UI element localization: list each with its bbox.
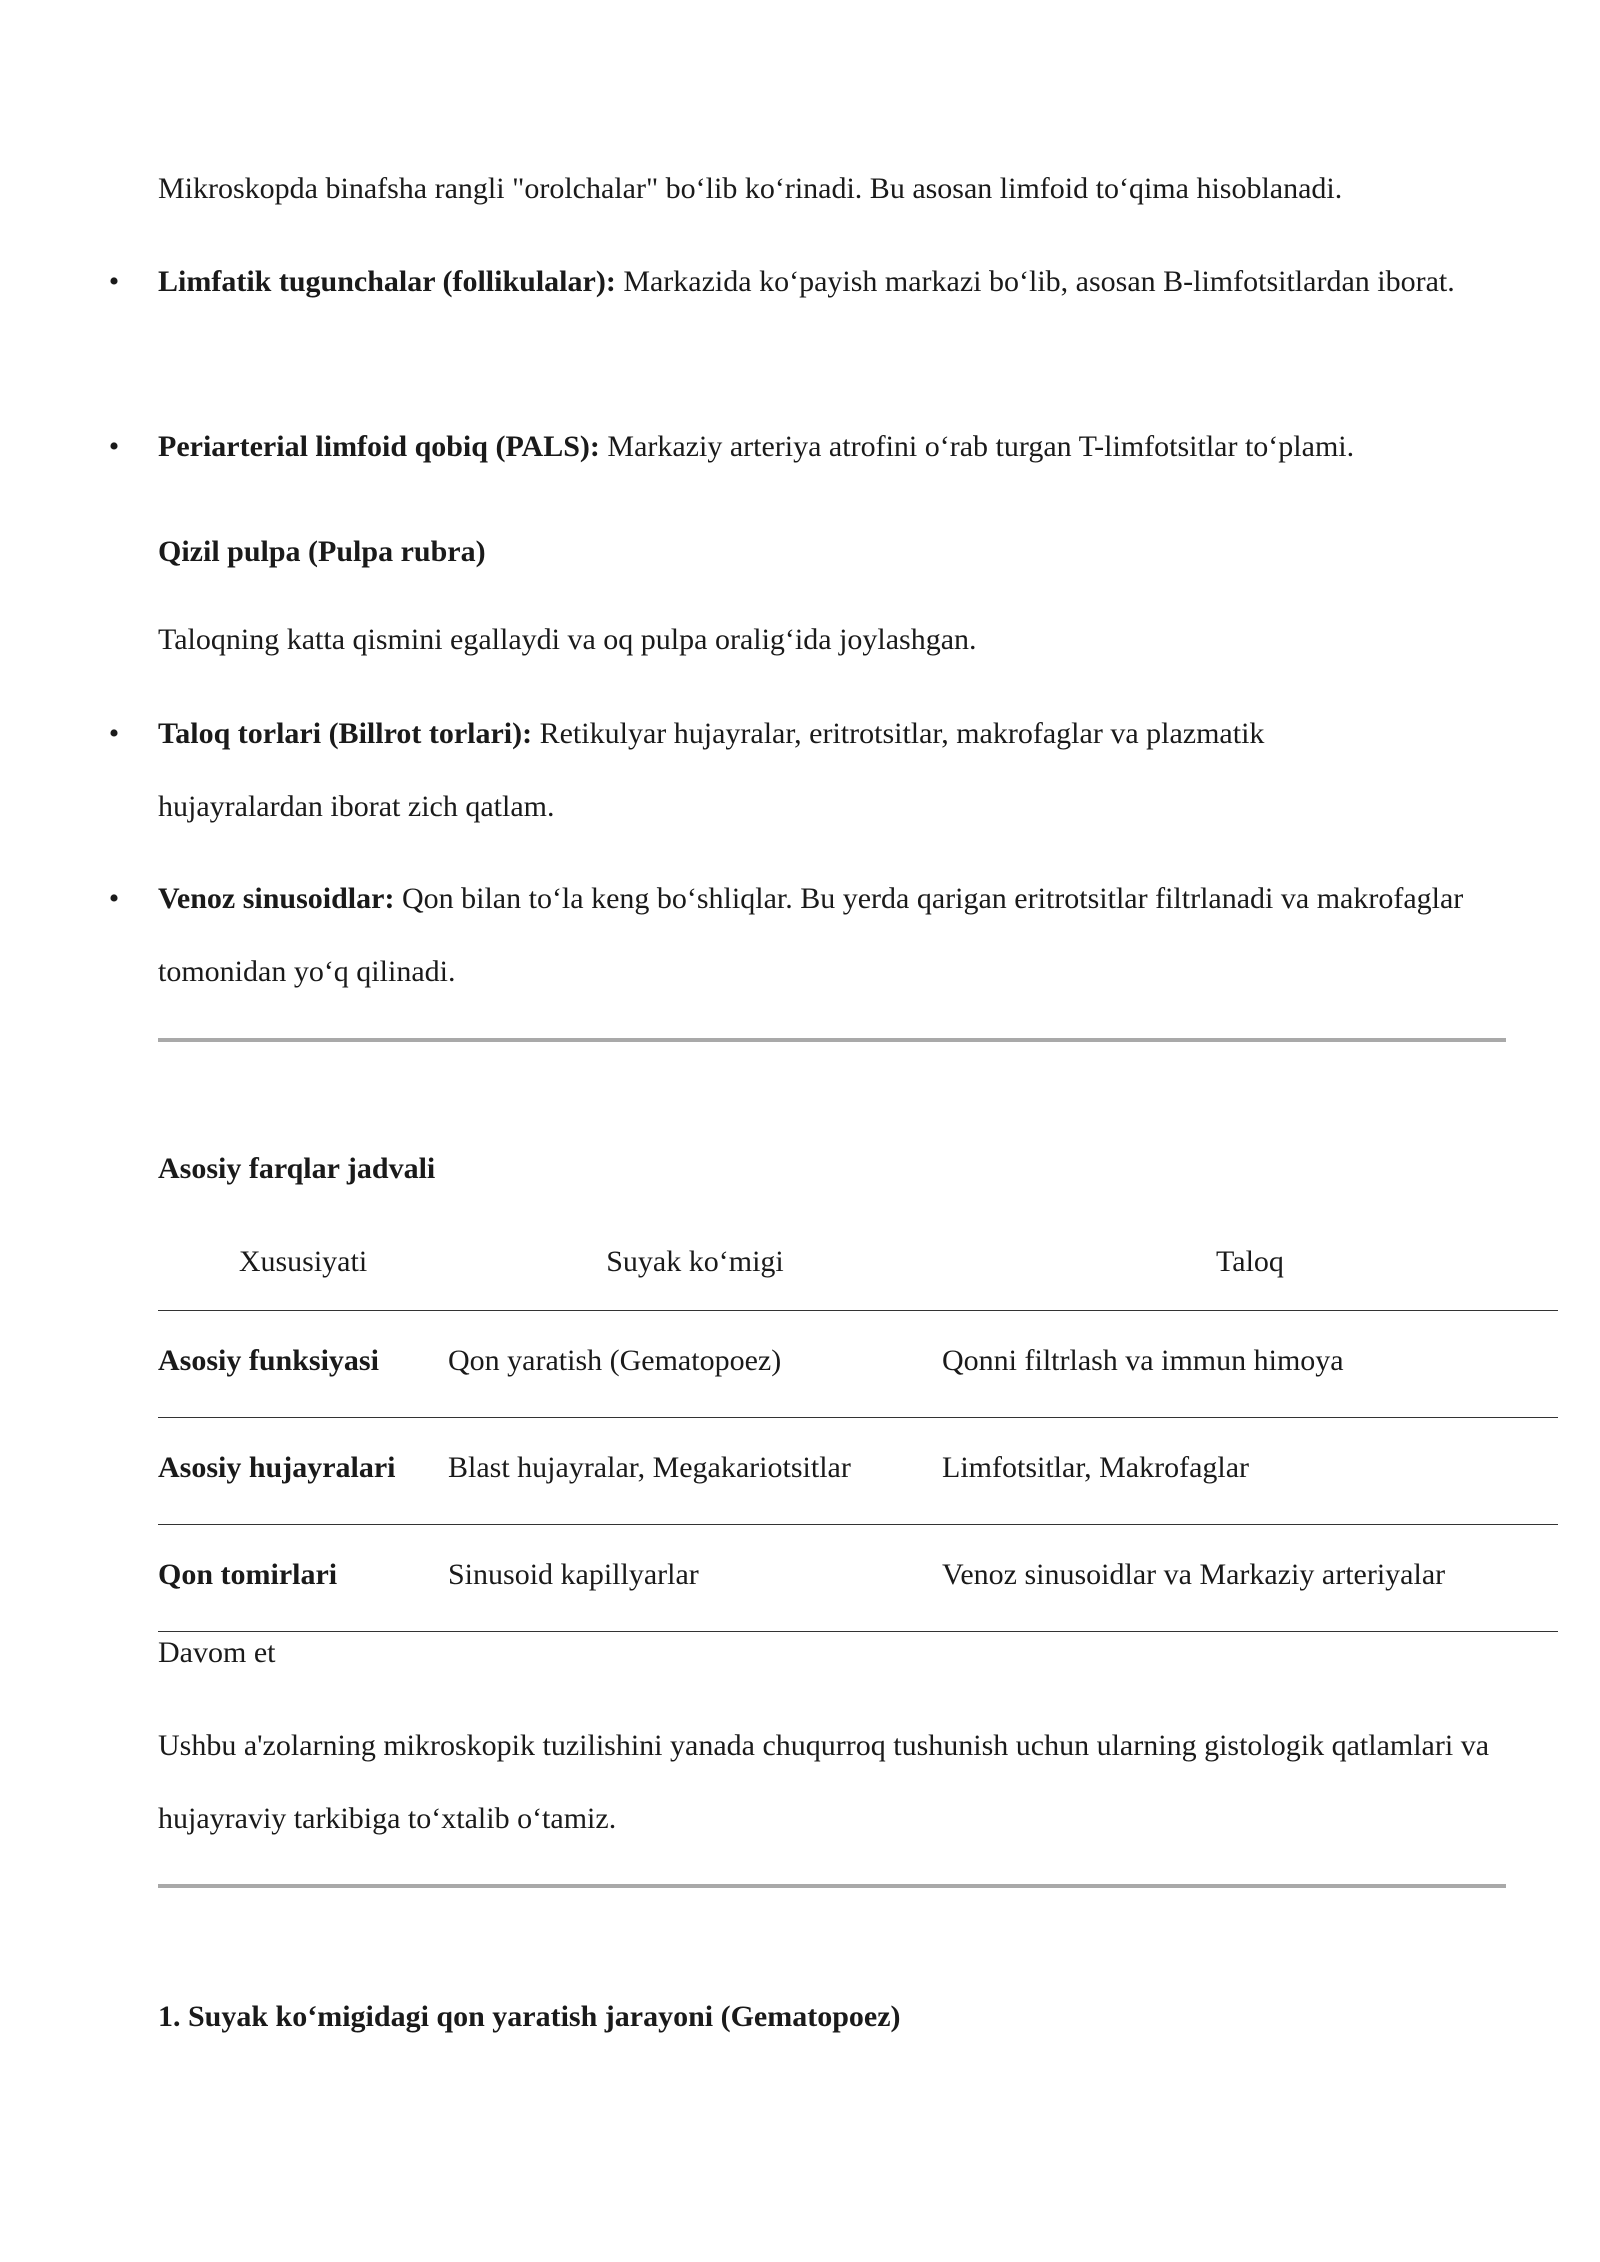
comparison-table xyxy=(158,1222,1558,1632)
column-header: Xususiyati xyxy=(238,1245,368,1278)
section-heading: Qizil pulpa (Pulpa rubra) xyxy=(158,535,486,568)
list-item xyxy=(158,410,1538,483)
table-row xyxy=(158,1525,1558,1632)
bullet-icon: • xyxy=(108,430,120,463)
column-header: Suyak ko‘migi xyxy=(606,1245,784,1278)
table-cell: Qon yaratish (Gematopoez) xyxy=(448,1344,782,1377)
continue-link[interactable]: Davom et xyxy=(158,1636,276,1669)
column-header: Taloq xyxy=(1216,1245,1284,1278)
list-item-term: Taloq torlari (Billrot torlari): xyxy=(158,717,533,750)
table-cell: Limfotsitlar, Makrofaglar xyxy=(942,1451,1250,1484)
continue-paragraph: Ushbu a'zolarning mikroskopik tuzilishini yanada chuqurroq tushunish uchun ularning gistologik qatlamlari va hujayraviy tarkibiga to‘xtalib o‘tamiz. xyxy=(158,1729,1490,1835)
intro-paragraph: Mikroskopda binafsha rangli "orolchalar" bo‘lib ko‘rinadi. Bu asosan limfoid to‘qima hisoblanadi. xyxy=(158,172,1343,205)
table-cell: Qonni filtrlash va immun himoya xyxy=(942,1344,1344,1377)
table-row xyxy=(158,1418,1558,1525)
table-heading: Asosiy farqlar jadvali xyxy=(158,1152,436,1185)
next-section-heading: 1. Suyak ko‘migidagi qon yaratish jarayoni (Gematopoez) xyxy=(158,2000,901,2033)
bullet-icon: • xyxy=(108,882,120,915)
list-item-term: Venoz sinusoidlar: xyxy=(158,882,395,915)
list-item-text: Markazida ko‘payish markazi bo‘lib, asosan B-limfotsitlardan iborat. xyxy=(615,265,1455,298)
list-item-text: Qon bilan to‘la keng bo‘shliqlar. Bu yerda qarigan eritrotsitlar filtrlanadi va makrofaglar tomonidan yo‘q qilinadi. xyxy=(158,882,1464,988)
table-header-row xyxy=(158,1222,1558,1311)
row-label: Asosiy funksiyasi xyxy=(158,1344,379,1377)
list-item xyxy=(158,862,1468,1008)
section-description: Taloqning katta qismini egallaydi va oq pulpa oralig‘ida joylashgan. xyxy=(158,623,977,656)
horizontal-divider xyxy=(158,1884,1506,1888)
list-item xyxy=(158,697,1408,843)
row-label: Asosiy hujayralari xyxy=(158,1451,396,1484)
bullet-icon: • xyxy=(108,717,120,750)
row-label: Qon tomirlari xyxy=(158,1558,338,1591)
list-item-term: Periarterial limfoid qobiq (PALS): xyxy=(158,430,600,463)
list-item xyxy=(158,245,1518,318)
list-item-text: Markaziy arteriya atrofini o‘rab turgan T-limfotsitlar to‘plami. xyxy=(599,430,1355,463)
bullet-icon: • xyxy=(108,265,120,298)
table-cell: Sinusoid kapillyarlar xyxy=(448,1558,699,1591)
list-item-text: Retikulyar hujayralar, eritrotsitlar, makrofaglar va plazmatik hujayralardan iborat zich qatlam. xyxy=(158,717,1265,823)
table-cell: Venoz sinusoidlar va Markaziy arteriyalar xyxy=(942,1558,1446,1591)
table-row xyxy=(158,1311,1558,1418)
horizontal-divider xyxy=(158,1038,1506,1042)
list-item-term: Limfatik tugunchalar (follikulalar): xyxy=(158,265,616,298)
table-cell: Blast hujayralar, Megakariotsitlar xyxy=(448,1451,851,1484)
